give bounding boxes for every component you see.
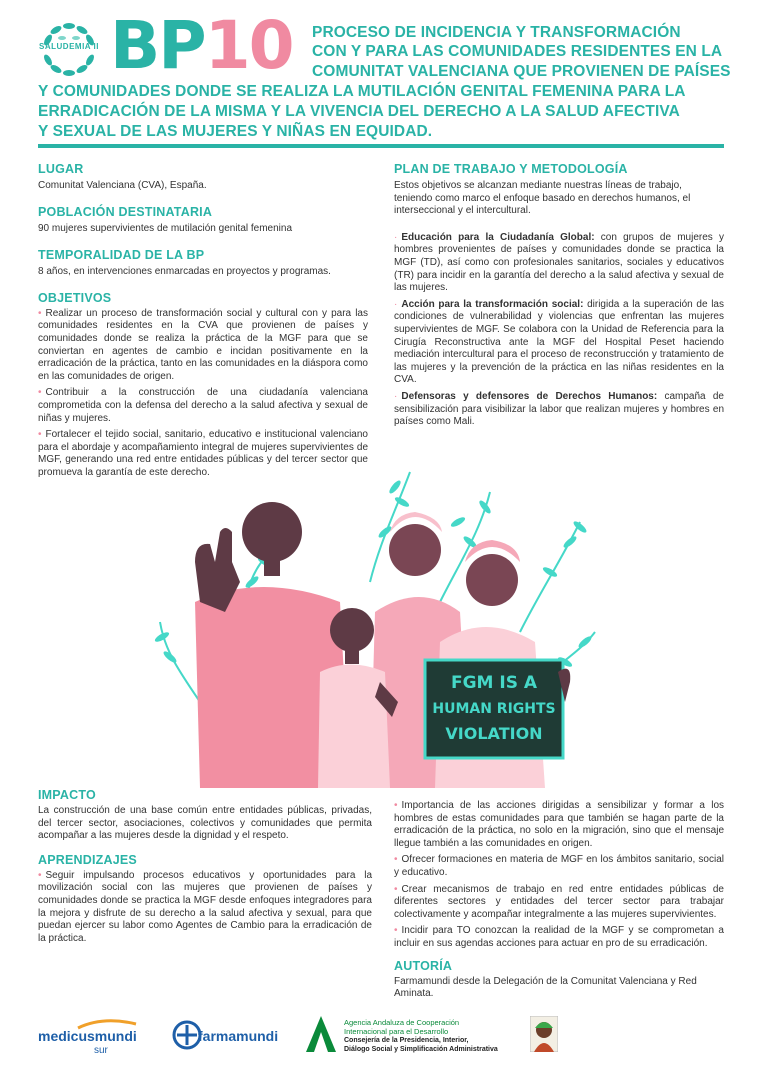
left-column <box>38 162 368 484</box>
junta-line-4: Diálogo Social y Simplificación Administrativa <box>344 1046 498 1053</box>
aprendizaje-text: Seguir impulsando procesos educativos y oportunidades para la movilización social con las mujeres que provienen de países y comunidades donde se practica la MGF desde enfoques integradores para la mejora y disfrute de su derecho a la salud afectiva y sexual, para que puedan ejercer su labor como Agentes de Cambio para la erradicación de la práctica. <box>38 869 372 944</box>
bp-number: 10 <box>204 7 293 84</box>
junta-andalucia-logo <box>306 1016 516 1056</box>
page-title-line-6: Y SEXUAL DE LAS MUJERES Y NIÑAS EN EQUIDAD. <box>38 123 433 140</box>
right-bottom <box>394 800 724 1001</box>
aprendizaje-text: Ofrecer formaciones en materia de MGF en los ámbitos sanitario, social y educativo. <box>394 854 724 878</box>
lugar-heading: LUGAR <box>38 162 84 176</box>
bullet-dot: • <box>394 854 398 866</box>
sign-line-3: VIOLATION <box>445 724 543 743</box>
impacto-heading: IMPACTO <box>38 788 96 802</box>
junta-line-1: Agencia Andaluza de Cooperación <box>344 1018 460 1027</box>
bullet-dot: • <box>394 925 398 937</box>
bp-prefix: BP <box>110 7 205 84</box>
junta-line-2: Internacional para el Desarrollo <box>344 1027 449 1036</box>
page-title-line-1: PROCESO DE INCIDENCIA Y TRANSFORMACIÓN <box>312 24 681 41</box>
autoria-heading: AUTORÍA <box>394 958 453 973</box>
bullet-dot: • <box>394 800 398 811</box>
temporalidad-text: 8 años, en intervenciones enmarcadas en proyectos y programas. <box>38 266 331 278</box>
aprendizaje-item <box>394 884 724 922</box>
plan-item <box>394 391 724 429</box>
plan-item-title: Educación para la Ciudadanía Global: <box>401 231 595 243</box>
plan-intro: Estos objetivos se alcanzan mediante nuestras líneas de trabajo, teniendo como marco el enfoque basado en derechos humanos, el interseccional y el intercultural. <box>394 180 691 217</box>
bullet-dot: · <box>394 231 398 243</box>
sign-line-2: HUMAN RIGHTS <box>432 701 556 717</box>
page-title-line-2: CON Y PARA LAS COMUNIDADES RESIDENTES EN LA <box>312 43 723 60</box>
farmamundi-name: farmamundi <box>198 1028 279 1044</box>
red-aminata-icon <box>530 1016 558 1052</box>
objetivo-item <box>38 308 368 384</box>
aprendizaje-text: Incidir para TO conozcan la realidad de la MGF y se comprometan a incluir en sus agendas acciones para actuar en pro de su erradicación. <box>394 925 724 949</box>
page-title-line-5: ERRADICACIÓN DE LA MISMA Y LA VIVENCIA DEL DERECHO A LA SALUD AFECTIVA <box>38 103 680 120</box>
page-title-line-4: Y COMUNIDADES DONDE SE REALIZA LA MUTILACIÓN GENITAL FEMENINA PARA LA <box>38 83 686 100</box>
aprendizaje-item <box>38 870 372 946</box>
autoria-text: Farmamundi desde la Delegación de la Comunitat Valenciana y Red Aminata. <box>394 975 697 1000</box>
medicusmundi-sub: sur <box>94 1045 108 1056</box>
objetivo-text: Fortalecer el tejido social, sanitario, educativo e institucional valenciano para el abordaje y acompañamiento integral de mujeres supervivientes de MGF, generando una red entre entidades públicas y del tercer sector que promueva la garantía de este derecho. <box>38 429 368 478</box>
left-bottom <box>38 788 372 949</box>
plan-item <box>394 299 724 387</box>
sign-line-1: FGM IS A <box>450 673 538 693</box>
bullet-dot: · <box>394 298 398 310</box>
aprendizaje-text: Crear mecanismos de trabajo en red entre entidades públicas de diferentes sectores y entidades del tercer sector para trabajar colectivamente y acompañar integralmente a las mujeres supervivientes. <box>394 883 724 920</box>
bullet-dot: • <box>394 883 398 895</box>
medicusmundi-logo <box>38 1018 138 1058</box>
junta-line-3: Consejería de la Presidencia, Interior, <box>344 1037 469 1044</box>
objetivos-heading: OBJETIVOS <box>38 290 112 305</box>
aprendizaje-item <box>394 800 724 850</box>
illustration <box>140 462 610 788</box>
lugar-text: Comunitat Valenciana (CVA), España. <box>38 180 207 191</box>
objetivo-text: Realizar un proceso de transformación social y cultural con y para las comunidades residentes en la CVA que provienen de países y comunidades donde se realiza la práctica de la MGF para que se conviertan en agentes de cambio e incidan positivamente en la erradicación de la práctica, tanto en las comunidades en la diáspora como en las comunidades de origen. <box>38 307 368 382</box>
header-divider <box>38 144 724 148</box>
plan-item-text: campaña de sensibilización para visibilizar la labor que realizan mujeres y hombres en países como Mali. <box>394 390 724 428</box>
bullet-dot: • <box>38 387 42 399</box>
right-column <box>394 162 724 433</box>
page-title-line-3: COMUNITAT VALENCIANA QUE PROVIENEN DE PAÍSES <box>312 63 731 80</box>
poblacion-heading: POBLACIÓN DESTINATARIA <box>38 204 213 219</box>
plan-heading: PLAN DE TRABAJO Y METODOLOGÍA <box>394 162 628 176</box>
objetivo-item <box>38 387 368 425</box>
plan-item-title: Acción para la transformación social: <box>401 298 584 310</box>
saludemia-logo-text: SALUDEMIA II <box>39 42 99 51</box>
objetivo-text: Contribuir a la construcción de una ciudadanía valenciana comprometida con la defensa del derecho a la salud afectiva y sexual de niñas y mujeres. <box>38 387 368 424</box>
bullet-dot: · <box>394 390 398 402</box>
medicusmundi-name: medicusmundi <box>38 1028 137 1044</box>
aprendizaje-text: Importancia de las acciones dirigidas a sensibilizar y formar a los hombres de estas comunidades para que también se hagan parte de la erradicación de la práctica, no solo en la migración, sino que el mensaje llegue también a las comunidades en origen. <box>394 800 724 849</box>
bullet-dot: • <box>38 869 42 881</box>
poblacion-text: 90 mujeres supervivientes de mutilación genital femenina <box>38 222 293 234</box>
illustration-svg <box>140 462 610 788</box>
farmamundi-logo <box>172 1018 282 1054</box>
bullet-dot: • <box>38 429 42 441</box>
temporalidad-heading: TEMPORALIDAD DE LA BP <box>38 248 205 263</box>
aprendizaje-item <box>394 925 724 950</box>
red-aminata-logo <box>530 1016 558 1052</box>
plan-item-text: dirigida a la superación de las condiciones de vulnerabilidad y violencias que enfrentan las mujeres supervivientes de MGF. Se colabora con la Unidad de Referencia para la Cirugía Reconstructiva ante la MGF del Hospital Peset haciendo mediación intercultural para el proceso de reconstrucción y tratamiento de las mujeres y la prevención de la práctica en las niñas residentes en la CVA. <box>394 298 724 386</box>
saludemia-logo <box>34 16 104 78</box>
plan-item-title: Defensoras y defensores de Derechos Humanos: <box>401 390 658 402</box>
aprendizajes-heading: APRENDIZAJES <box>38 852 137 867</box>
aprendizaje-item <box>394 854 724 879</box>
plan-item-text: con grupos de mujeres y hombres provenientes de países y comunidades donde se practica la MGF (TD), así como con profesionales sanitarios, sociales y educativos (TR) para incidir en la garantía del derecho a la salud afectiva y sexual de las mujeres. <box>394 231 725 294</box>
bp-label <box>110 7 293 84</box>
bullet-dot: • <box>38 307 42 319</box>
plan-item <box>394 232 724 295</box>
impacto-text: La construcción de una base común entre entidades públicas, privadas, del tercer sector, asociaciones, colectivos y comunidades que permita acompañar a las mujeres desde la dignidad y el respeto. <box>38 805 372 842</box>
junta-emblem-icon <box>306 1016 336 1052</box>
